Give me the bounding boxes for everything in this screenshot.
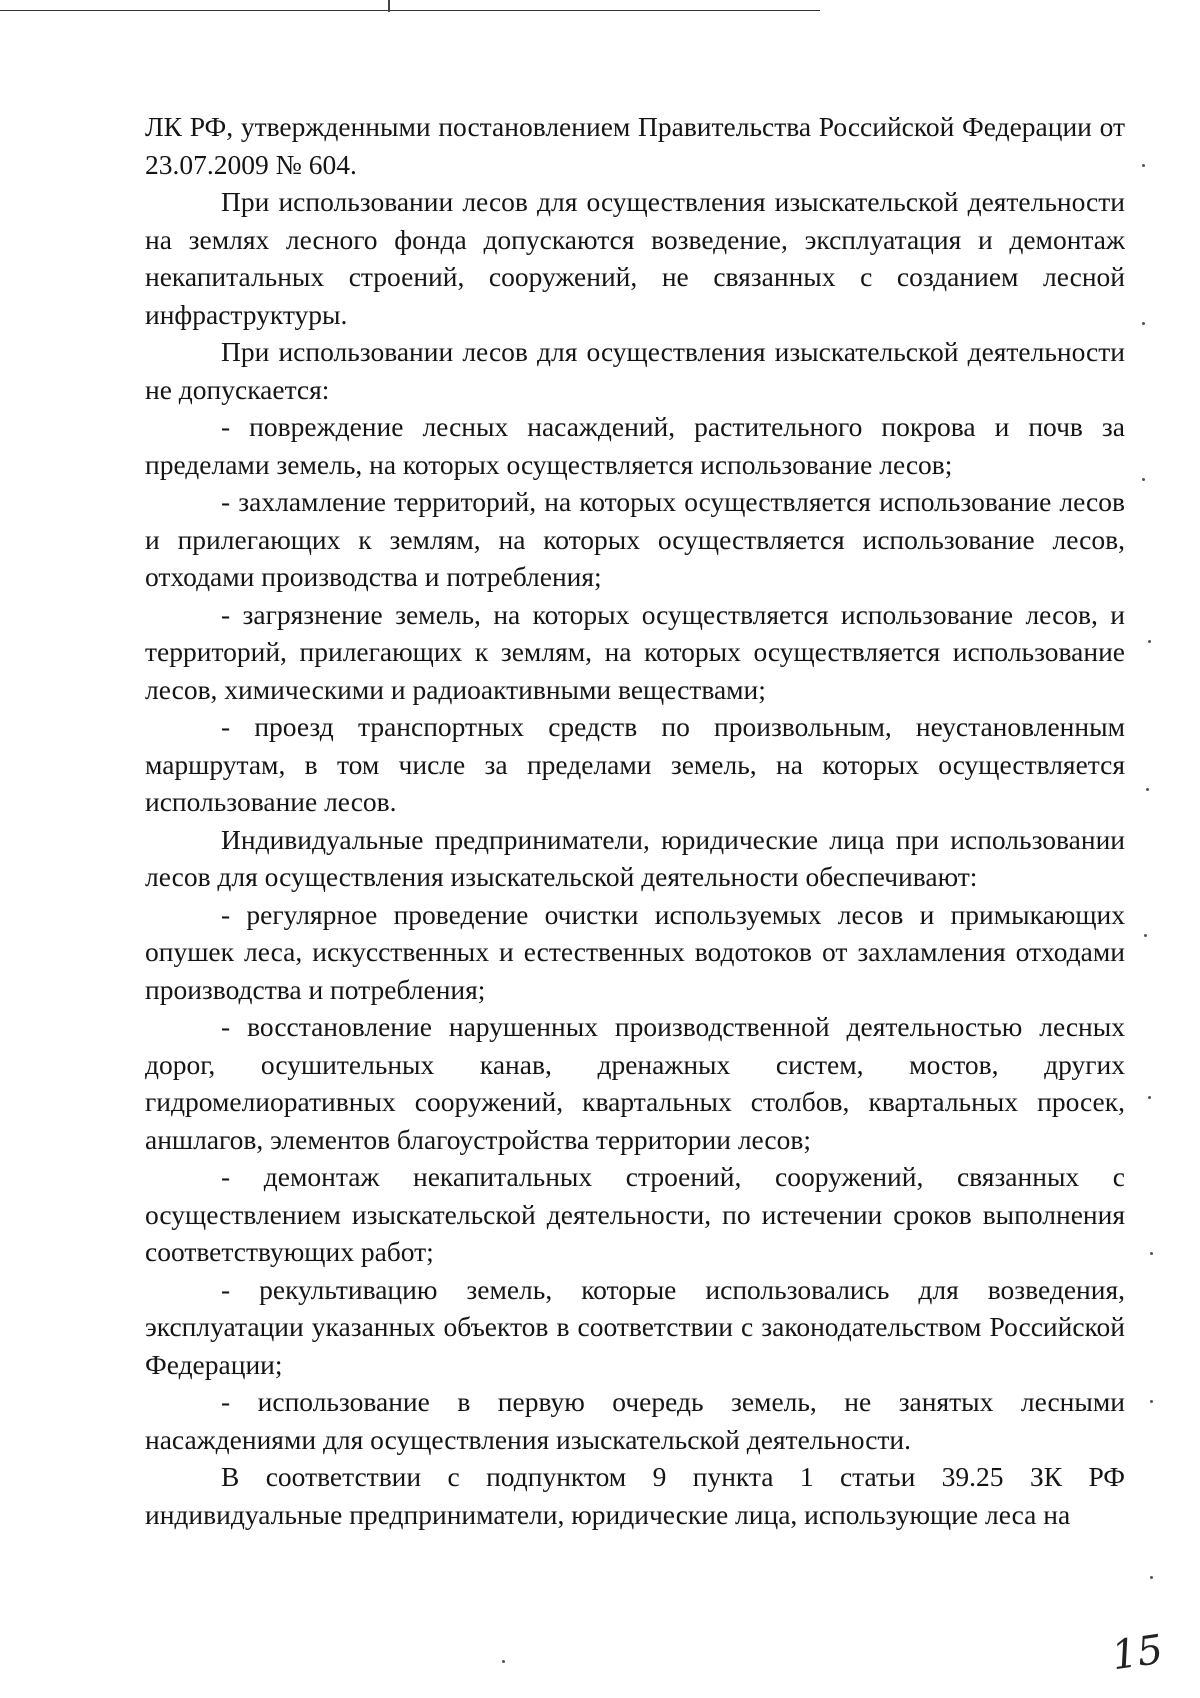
scan-speck: [1148, 1096, 1151, 1099]
scan-speck: [1142, 478, 1145, 481]
scan-top-tick: [388, 0, 390, 12]
handwritten-page-number: 15: [1109, 1626, 1166, 1680]
list-item: - использование в первую очередь земель, не занятых лесными насаждениями для осуществления изыскательской деятельности.: [145, 1386, 1125, 1455]
list-item: - демонтаж некапитальных строений, сооружений, связанных с осуществлением изыскательской деятельности, по истечении сроков выполнения соответствующих работ;: [145, 1161, 1125, 1267]
paragraph: ЛК РФ, утвержденными постановлением Правительства Российской Федерации от 23.07.2009 № 604.: [145, 111, 1125, 180]
scan-speck: [1148, 640, 1151, 643]
paragraph: В соответствии с подпунктом 9 пункта 1 статьи 39.25 ЗК РФ индивидуальные предприниматели, юридические лица, использующие леса на: [145, 1461, 1125, 1530]
scan-speck: [502, 1660, 505, 1663]
list-item: - проезд транспортных средств по произвольным, неустановленным маршрутам, в том числе за пределами земель, на которых осуществляется использование лесов.: [145, 711, 1125, 817]
document-body: [145, 108, 1125, 1533]
scan-speck: [1142, 164, 1145, 167]
list-item: - восстановление нарушенных производственной деятельностью лесных дорог, осушительных канав, дренажных систем, мостов, других гидромелиоративных сооружений, квартальных столбов, квартальных просек, аншлагов, элементов благоустройства территории лесов;: [145, 1011, 1125, 1155]
paragraph: При использовании лесов для осуществления изыскательской деятельности на землях лесного фонда допускаются возведение, эксплуатация и демонтаж некапитальных строений, сооружений, не связанных с созданием лесной инфраструктуры.: [145, 186, 1125, 330]
list-item: - регулярное проведение очистки используемых лесов и примыкающих опушек леса, искусственных и естественных водотоков от захламления отходами производства и потребления;: [145, 898, 1125, 1005]
scan-top-rule: [0, 10, 820, 11]
list-item: - захламление территорий, на которых осуществляется использование лесов и прилегающих к землям, на которых осуществляется использование лесов, отходами производства и потребления;: [145, 486, 1125, 592]
scan-speck: [1150, 1576, 1153, 1579]
scan-speck: [1144, 934, 1147, 937]
scan-speck: [1150, 1400, 1153, 1403]
list-item: - рекультивацию земель, которые использовались для возведения, эксплуатации указанных объектов в соответствии с законодательством Российской Федерации;: [145, 1273, 1125, 1380]
scan-speck: [1142, 322, 1145, 325]
list-item: - загрязнение земель, на которых осуществляется использование лесов, и территорий, прилегающих к землям, на которых осуществляется использование лесов, химическими и радиоактивными веществами;: [145, 598, 1125, 705]
scan-speck: [1150, 1252, 1153, 1255]
paragraph: При использовании лесов для осуществления изыскательской деятельности не допускается:: [145, 336, 1125, 405]
paragraph: Индивидуальные предприниматели, юридические лица при использовании лесов для осуществления изыскательской деятельности обеспечивают:: [145, 823, 1125, 892]
scan-speck: [1146, 788, 1149, 791]
list-item: - повреждение лесных насаждений, растительного покрова и почв за пределами земель, на которых осуществляется использование лесов;: [145, 411, 1125, 480]
